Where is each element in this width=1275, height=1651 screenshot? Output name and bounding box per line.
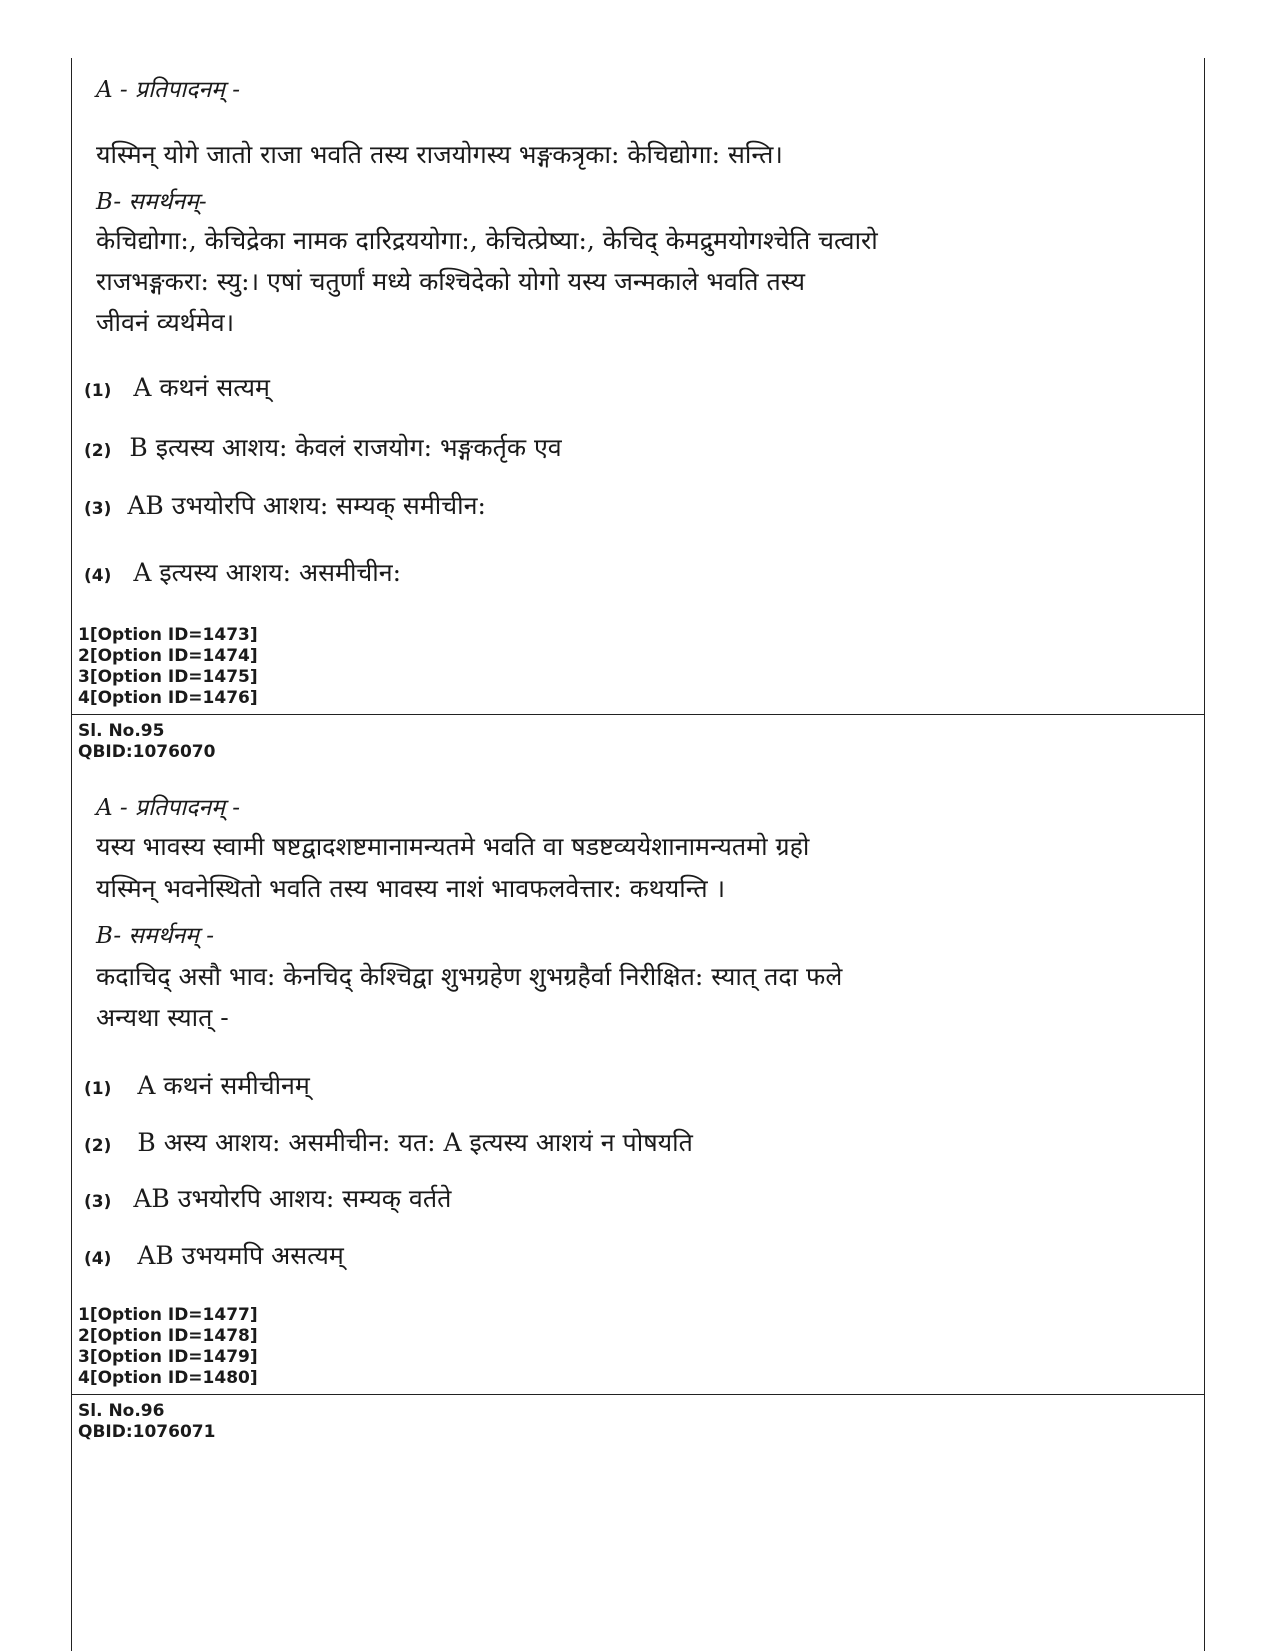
option-id: 2[Option ID=1478] [78,1326,258,1346]
option-text: A कथनं सत्यम् [133,373,270,402]
option-id: 3[Option ID=1479] [78,1347,258,1367]
divider [71,714,1205,715]
option-text: A कथनं समीचीनम् [137,1071,310,1100]
option-text: AB उभयोरपि आशय: सम्यक् वर्तते [133,1184,452,1213]
option-3 [84,1181,451,1215]
option-number: (4) [84,566,112,586]
statement-b-line: जीवनं व्यर्थमेव। [96,308,235,337]
option-text: B इत्यस्य आशय: केवलं राजयोग: भङ्गकर्तृक एव [129,433,562,462]
statement-b-label: B- समर्थनम् - [96,923,215,949]
option-3 [84,488,486,522]
statement-a-text: यस्मिन् योगे जातो राजा भवति तस्य राजयोगस्य भङ्गकत्रृका: केचिद्योगा: सन्ति। [96,140,783,169]
option-4 [84,1238,344,1272]
option-number: (4) [84,1249,112,1269]
statement-b-line: राजभङ्गकरा: स्यु:। एषां चतुर्णां मध्ये कश्चिदेको योगो यस्य जन्मकाले भवति तस्य [96,267,805,296]
divider [71,1394,1205,1395]
option-text: AB उभयमपि असत्यम् [137,1241,344,1270]
statement-b-line: अन्यथा स्यात् - [96,1003,229,1032]
option-number: (2) [84,441,112,461]
option-id: 1[Option ID=1473] [78,625,258,645]
question-header [78,721,215,763]
statement-b-line: कदाचिद् असौ भाव: केनचिद् केश्चिद्वा शुभग्रहेण शुभग्रहैर्वा निरीक्षित: स्यात् तदा फले [96,962,843,991]
option-id: 4[Option ID=1480] [78,1368,258,1388]
option-1 [84,370,270,404]
statement-a-label: A - प्रतिपादनम् - [96,77,240,103]
statement-b-label: B- समर्थनम्- [96,189,207,215]
option-number: (3) [84,1192,112,1212]
option-number: (1) [84,381,112,401]
option-4 [84,555,401,589]
question-bank-id: QBID:1076070 [78,742,216,762]
statement-a-line: यस्य भावस्य स्वामी षष्टद्वादशष्टमानामन्यतमे भवति वा षडष्टव्ययेशानामन्यतमो ग्रहो [96,832,810,861]
option-text: A इत्यस्य आशय: असमीचीन: [133,558,402,587]
question-bank-id: QBID:1076071 [78,1422,216,1442]
statement-a-line: यस्मिन् भवनेस्थितो भवति तस्य भावस्य नाशं भावफलवेत्तार: कथयन्ति । [96,874,726,903]
option-id: 1[Option ID=1477] [78,1305,258,1325]
serial-number: Sl. No.95 [78,721,165,741]
statement-a-label: A - प्रतिपादनम् - [96,795,240,821]
option-id-list [78,1305,258,1389]
option-text: AB उभयोरपि आशय: सम्यक् समीचीन: [127,491,486,520]
option-1 [84,1068,310,1102]
option-number: (2) [84,1136,112,1156]
option-id: 2[Option ID=1474] [78,646,258,666]
option-number: (3) [84,499,112,519]
option-2 [84,1125,693,1159]
serial-number: Sl. No.96 [78,1401,165,1421]
option-id: 3[Option ID=1475] [78,667,258,687]
option-id-list [78,625,258,709]
option-text: B अस्य आशय: असमीचीन: यत: A इत्यस्य आशयं न पोषयति [137,1128,693,1157]
statement-b-line: केचिद्योगा:, केचिद्रेका नामक दारिद्रययोगा:, केचित्प्रेष्या:, केचिद् केमद्रुमयोगश्चेति चत्वारो [96,226,878,255]
option-2 [84,430,562,464]
question-header [78,1401,215,1443]
option-id: 4[Option ID=1476] [78,688,258,708]
option-number: (1) [84,1079,112,1099]
